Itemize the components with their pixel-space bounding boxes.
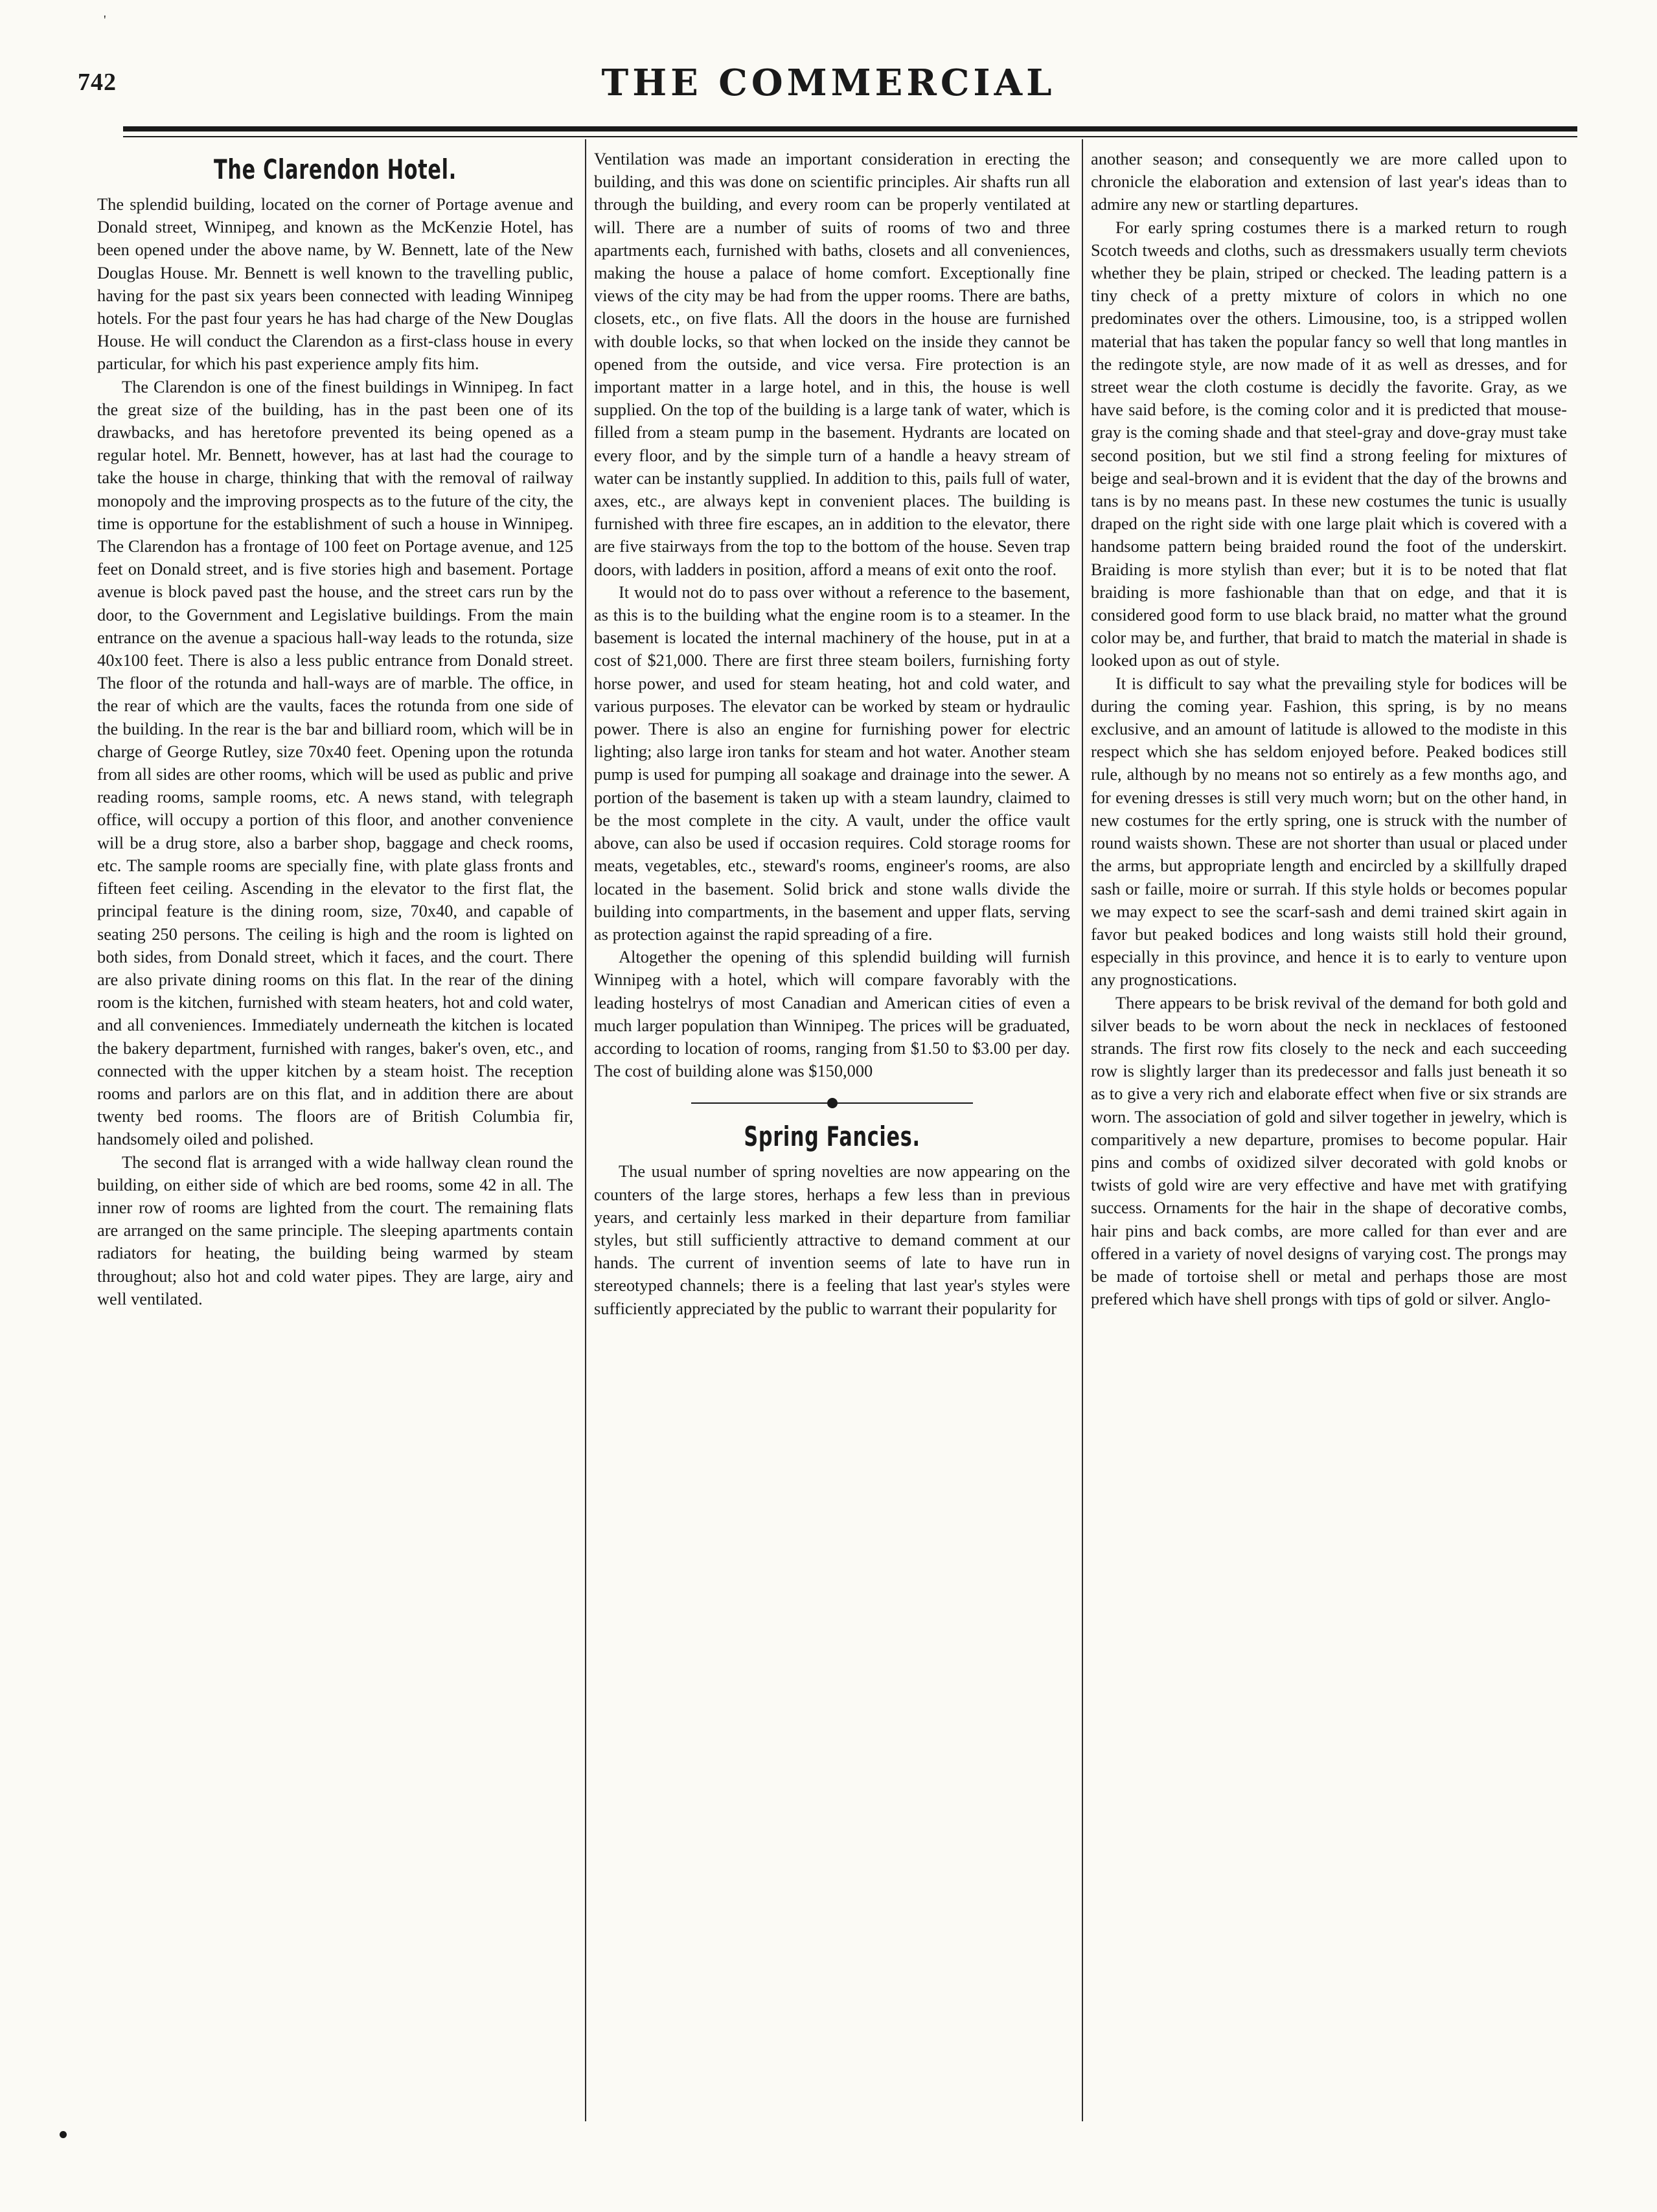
margin-bullet xyxy=(60,2131,67,2138)
paragraph: Altogether the opening of this splendid building will furnish Winnipeg with a hotel, which will compare favorably with the leading hostelrys of most Canadian and American cities of even a much larger population than Winnipeg. The prices will be graduated, according to location of rooms, ranging from $1.50 to $3.00 per day. The cost of building alone was $150,000 xyxy=(594,947,1070,1081)
paragraph: It would not do to pass over without a reference to the basement, as this is to the building what the engine room is to a steamer. In the basement is located the internal machinery of the house, put in at a cost of $21,000. There are first three steam boilers, furnishing forty horse power, and used for steam heating, hot and cold water, and various purposes. The elevator can be worked by steam or hydraulic power. There is also an engine for furnishing power for electric lighting; also large iron tanks for steam and hot water. Another steam pump is used for pumping all soakage and drainage into the sewer. A portion of the basement is taken up with a steam laundry, claimed to be the most complete in the city. A vault, under the office vault above, can also be used if occasion requires. Cold storage rooms for meats, vegetables, etc., steward's rooms, engineer's rooms, are also located in the basement. Solid brick and stone walls divide the building into compartments, in the basement and upper flats, serving as protection against the rapid spreading of a fire. xyxy=(594,582,1070,944)
paragraph: The second flat is arranged with a wide hallway clean round the building, on either side of which are bed rooms, some 42 in all. The inner row of rooms are lighted from the court. The remaining flats are arranged on the same principle. The sleeping apartments contain radiators for heating, the building being warmed by steam throughout; also hot and cold water pipes. They are large, airy and well ventilated. xyxy=(97,1152,573,1308)
column-3 xyxy=(1091,148,1567,2117)
column-rule-2 xyxy=(1082,139,1083,2121)
header-rule-thin xyxy=(123,136,1577,137)
article-heading-spring-fancies: Spring Fancies. xyxy=(744,1121,920,1153)
column-1 xyxy=(97,148,573,2117)
divider-ornament xyxy=(827,1098,838,1108)
article-heading-clarendon: The Clarendon Hotel. xyxy=(214,154,457,185)
masthead: THE COMMERCIAL xyxy=(601,62,1056,104)
header-rule-thick xyxy=(123,126,1577,131)
paragraph: For early spring costumes there is a marked return to rough Scotch tweeds and cloths, such as dressmakers usually term cheviots whether they be plain, striped or checked. The leading pattern is a tiny check of a pretty mixture of colors in which no one predominates over the others. Limousine, too, is a stripped wollen material that has taken the popular fancy so well that long mantles in the redingote style, are now made of it as well as dresses, and for street wear the cloth costume is decidly the favorite. Gray, as we have said before, is the coming color and it is predicted that mouse-gray is the coming shade and that steel-gray and dove-gray must take second position, but we stil find a strong feeling for mixtures of beige and seal-brown and it is evident that the day of the browns and tans is by no means past. In these new costumes the tunic is usually draped on the right side with one large plait which is covered with a handsome pattern being braided round the foot of the underskirt. Braiding is more stylish than ever; but it is to be noted that flat braiding is more fashionable than that on edge, and that it is considered good form to use black braid, no matter what the ground color may be, and further, that braid to match the material in shade is looked upon as out of style. xyxy=(1091,217,1567,670)
paragraph: The usual number of spring novelties are now appearing on the counters of the large stores, herhaps a few less than in previous years, and certainly less marked in their departure from familiar styles, but still sufficiently attractive to demand comment at our hands. The current of invention seems of late to have run in stereotyped channels; there is a feeling that last year's styles were sufficiently appreciated by the public to warrant their popularity for xyxy=(594,1161,1070,1318)
section-divider xyxy=(594,1091,1070,1115)
paragraph: It is difficult to say what the prevailing style for bodices will be during the coming year. Fashion, this spring, is by no means exclusive, and an amount of latitude is allowed to the modiste in this respect which she has seldom enjoyed before. Peaked bodices still rule, although by no means not so entirely as a few months ago, and for evening dresses is still very much worn; but on the other hand, in new costumes for the ertly spring, one is struck with the number of round waists shown. These are not shorter than usual or placed under the arms, but appropriate length and encircled by a skillfully draped sash or faille, moire or surrah. If this style holds or becomes popular we may expect to see the scarf-sash and demi trained skirt again in favor but peaked bodices and long waists still hold their ground, especially in this province, and hence it is to early to venture upon any prognostications. xyxy=(1091,673,1567,990)
paragraph: The Clarendon is one of the finest buildings in Winnipeg. In fact the great size of the building, has in the past been one of its drawbacks, and has heretofore prevented its being opened as a regular hotel. Mr. Bennett, however, has at last had the courage to take the house in charge, thinking that with the removal of railway monopoly and the improving prospects as to the future of the city, the time is opportune for the establishment of such a house in Winnipeg. The Clarendon has a frontage of 100 feet on Portage avenue, and 125 feet on Donald street, and is five stories high and basement. Portage avenue is block paved past the house, and the street cars run by the door, to the Government and Legislative buildings. From the main entrance on the avenue a spacious hall-way leads to the rotunda, size 40x100 feet. There is also a less public entrance from Donald street. The floor of the rotunda and hall-ways are of marble. The office, in the rear of which are the vaults, faces the rotunda from one side of the building. In the rear is the bar and billiard room, which will be in charge of George Rutley, size 70x40 feet. Opening upon the rotunda from all sides are other rooms, which will be used as public and prive reading rooms, sample rooms, etc. A news stand, with telegraph office, will occupy a portion of this floor, and another convenience will be a drug store, also a barber shop, baggage and check rooms, etc. The sample rooms are specially fine, with plate glass fronts and fifteen feet ceiling. Ascending in the elevator to the first flat, the principal feature is the dining room, size, 70x40, and capable of seating 250 persons. The ceiling is high and the room is lighted on both sides, from Donald street, which it faces, and the court. There are also private dining rooms on this flat. In the rear of the dining room is the kitchen, furnished with steam heaters, hot and cold water, and all conveniences. Immediately underneath the kitchen is located the bakery department, furnished with ranges, baker's oven, etc., and connected with the upper kitchen by a steam hoist. The reception rooms and parlors are on this flat, and in addition there are about twenty bed rooms. The floors are of British Columbia fir, handsomely oiled and polished. xyxy=(97,376,573,1149)
paragraph: The splendid building, located on the corner of Portage avenue and Donald street, Winnipeg, and known as the McKenzie Hotel, has been opened under the above name, by W. Bennett, late of the New Douglas House. Mr. Bennett is well known to the travelling public, having for the past six years been connected with leading Winnipeg hotels. For the past four years he has had charge of the New Douglas House. He will conduct the Clarendon as a first-class house in every particular, for which his past experience amply fits him. xyxy=(97,194,573,374)
column-rule-1 xyxy=(585,139,586,2121)
paragraph: There appears to be brisk revival of the demand for both gold and silver beads to be worn about the neck in necklaces of festooned strands. The first row fits closely to the neck and each succeeding row is slightly larger than its predecessor and falls just beneath it so as to give a very rich and elaborate effect when five or six strands are worn. The association of gold and silver together in jewelry, which is comparitively a new departure, promises to become popular. Hair pins and combs of oxidized silver decorated with gold knobs or twists of gold wire are very effective and have met with gratifying success. Ornaments for the hair in the shape of decorative combs, hair pins and back combs, are more called for than ever and are offered in a variety of novel designs of varying cost. The prongs may be made of tortoise shell or metal and perhaps those are most prefered which have shell prongs with tips of gold or silver. Anglo- xyxy=(1091,992,1567,1309)
margin-mark: ' xyxy=(104,13,106,27)
paragraph: Ventilation was made an important consideration in erecting the building, and this was done on scientific principles. Air shafts run all through the building, and every room can be properly ventilated at will. There are a number of suits of rooms of two and three apartments each, furnished with baths, closets and all conveniences, making the house a palace of home comfort. Exceptionally fine views of the city may be had from the upper rooms. There are baths, closets, etc., on five flats. All the doors in the house are furnished with double locks, so that when locked on the inside they cannot be opened from the outside, and vice versa. Fire protection is an important matter in a large hotel, and in this, the house is well supplied. On the top of the building is a large tank of water, which is filled from a steam pump in the basement. Hydrants are located on every floor, and by the simple turn of a handle a heavy stream of water can be instantly supplied. In addition to this, pails full of water, axes, etc., are always kept in convenient places. The building is furnished with three fire escapes, an in addition to the elevator, there are five stairways from the top to the bottom of the house. Seven trap doors, with ladders in position, afford a means of exit onto the roof. xyxy=(594,149,1070,579)
column-2 xyxy=(594,148,1070,2117)
page-number: 742 xyxy=(78,69,117,96)
paragraph: another season; and consequently we are more called upon to chronicle the elaboration and extension of last year's ideas than to admire any new or startling departures. xyxy=(1091,149,1567,214)
